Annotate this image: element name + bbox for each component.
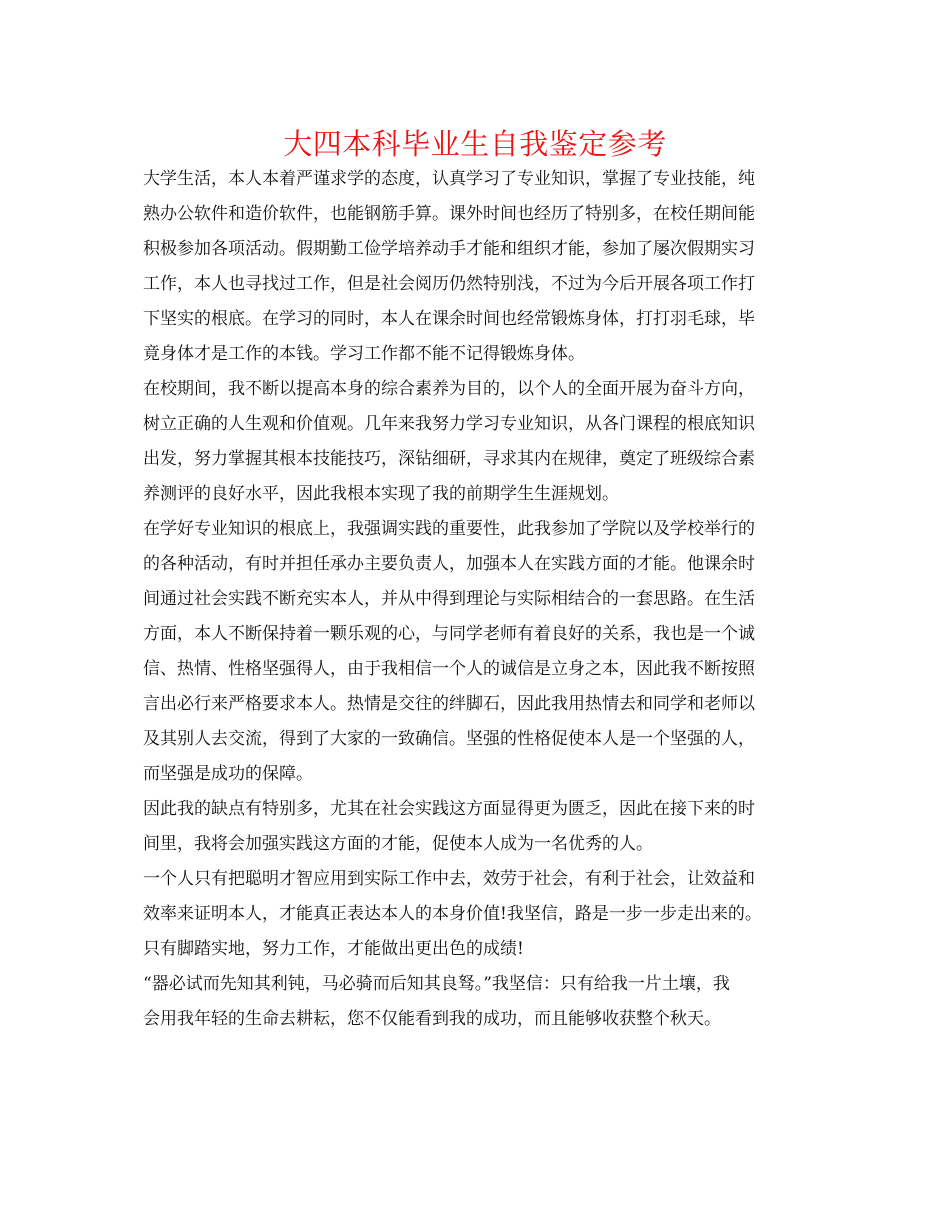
paragraph-6 <box>143 967 827 1037</box>
text-line: 方面，本人不断保持着一颗乐观的心，与同学老师有着良好的关系，我也是一个诚 <box>143 624 755 644</box>
text-line: 出发，努力掌握其根本技能技巧，深钻细研，寻求其内在规律，奠定了班级综合素 <box>143 449 755 469</box>
text-line: 信、热情、性格坚强得人，由于我相信一个人的诚信是立身之本，因此我不断按照 <box>143 659 755 679</box>
text-line: 熟办公软件和造价软件，也能钢筋手算。课外时间也经历了特别多，在校任期间能 <box>143 204 755 224</box>
paragraph-1 <box>143 162 827 372</box>
text-line: 一个人只有把聪明才智应用到实际工作中去，效劳于社会，有利于社会，让效益和 <box>143 869 755 889</box>
text-line: 竟身体才是工作的本钱。学习工作都不能不记得锻炼身体。 <box>143 344 585 364</box>
text-line: 只有脚踏实地，努力工作，才能做出更出色的成绩! <box>143 939 524 959</box>
document-title: 大四本科毕业生自我鉴定参考 <box>283 127 667 161</box>
text-line: “器必试而先知其利钝，马必骑而后知其良驽。”我坚信：只有给我一片土壤，我 <box>143 974 730 994</box>
text-line: 间通过社会实践不断充实本人，并从中得到理论与实际相结合的一套思路。在生活 <box>143 589 755 609</box>
text-line: 在校期间，我不断以提高本身的综合素养为目的，以个人的全面开展为奋斗方向， <box>143 379 755 399</box>
text-line: 在学好专业知识的根底上，我强调实践的重要性，此我参加了学院以及学校举行的 <box>143 519 755 539</box>
text-line: 而坚强是成功的保障。 <box>143 764 313 784</box>
text-line: 大学生活，本人本着严谨求学的态度，认真学习了专业知识，掌握了专业技能，纯 <box>143 169 755 189</box>
document-body <box>143 162 827 1037</box>
text-line: 间里，我将会加强实践这方面的才能，促使本人成为一名优秀的人。 <box>143 834 653 854</box>
text-line: 养测评的良好水平，因此我根本实现了我的前期学生生涯规划。 <box>143 484 619 504</box>
paragraph-3 <box>143 512 827 792</box>
paragraph-5 <box>143 862 827 967</box>
paragraph-2 <box>143 372 827 512</box>
text-line: 会用我年轻的生命去耕耘，您不仅能看到我的成功，而且能够收获整个秋天。 <box>143 1009 721 1029</box>
text-line: 因此我的缺点有特别多，尤其在社会实践这方面显得更为匮乏，因此在接下来的时 <box>143 799 755 819</box>
text-line: 的各种活动，有时并担任承办主要负责人，加强本人在实践方面的才能。他课余时 <box>143 554 755 574</box>
text-line: 积极参加各项活动。假期勤工俭学培养动手才能和组织才能，参加了屡次假期实习 <box>143 239 755 259</box>
text-line: 下坚实的根底。在学习的同时，本人在课余时间也经常锻炼身体，打打羽毛球，毕 <box>143 309 755 329</box>
text-line: 树立正确的人生观和价值观。几年来我努力学习专业知识，从各门课程的根底知识 <box>143 414 755 434</box>
text-line: 言出必行来严格要求本人。热情是交往的绊脚石，因此我用热情去和同学和老师以 <box>143 694 755 714</box>
text-line: 工作，本人也寻找过工作，但是社会阅历仍然特别浅，不过为今后开展各项工作打 <box>143 274 755 294</box>
text-line: 效率来证明本人，才能真正表达本人的本身价值!我坚信，路是一步一步走出来的。 <box>143 904 762 924</box>
paragraph-4 <box>143 792 827 862</box>
text-line: 及其别人去交流，得到了大家的一致确信。坚强的性格促使本人是一个坚强的人， <box>143 729 755 749</box>
